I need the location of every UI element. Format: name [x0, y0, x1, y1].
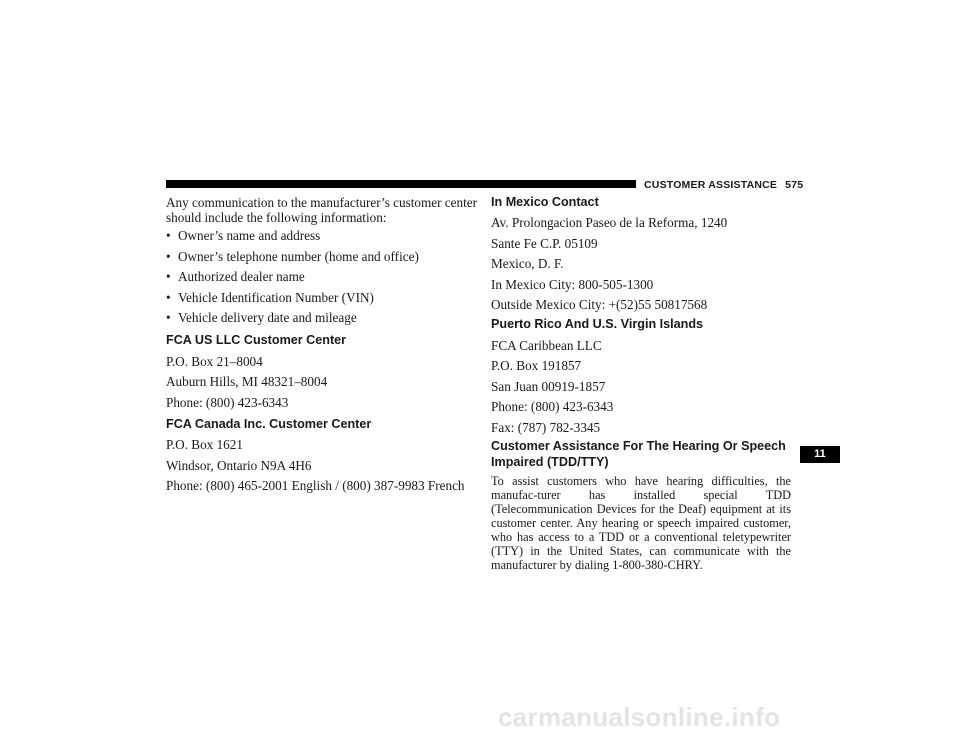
fca-canada-pobox: P.O. Box 1621	[166, 437, 243, 452]
tdd-heading-line1: Customer Assistance For The Hearing Or Speech	[491, 439, 786, 453]
bullet-icon: •	[166, 228, 171, 243]
intro-text-line2: should include the following information:	[166, 210, 387, 225]
list-item-text: Owner’s telephone number (home and office)	[178, 249, 419, 264]
list-item-text: Authorized dealer name	[178, 269, 305, 284]
mexico-heading: In Mexico Contact	[491, 195, 599, 209]
mexico-postal: Sante Fe C.P. 05109	[491, 236, 598, 251]
fca-canada-city: Windsor, Ontario N9A 4H6	[166, 458, 312, 473]
puerto-rico-phone: Phone: (800) 423-6343	[491, 399, 614, 414]
running-header	[644, 178, 803, 192]
chapter-tab: 11	[800, 446, 840, 463]
fca-us-city: Auburn Hills, MI 48321–8004	[166, 374, 328, 389]
page-number: 575	[785, 179, 804, 191]
mexico-city-line: Mexico, D. F.	[491, 256, 564, 271]
puerto-rico-city: San Juan 00919-1857	[491, 379, 606, 394]
tdd-heading-line2: Impaired (TDD/TTY)	[491, 455, 609, 469]
intro-text-line1: Any communication to the manufacturer’s customer center	[166, 195, 478, 210]
bullet-icon: •	[166, 269, 171, 284]
fca-us-phone: Phone: (800) 423-6343	[166, 395, 289, 410]
mexico-address: Av. Prolongacion Paseo de la Reforma, 1240	[491, 215, 728, 230]
list-item	[166, 289, 374, 306]
puerto-rico-heading: Puerto Rico And U.S. Virgin Islands	[491, 317, 704, 331]
puerto-rico-pobox: P.O. Box 191857	[491, 358, 582, 373]
puerto-rico-company: FCA Caribbean LLC	[491, 338, 602, 353]
mexico-outside-phone: Outside Mexico City: +(52)55 50817568	[491, 297, 708, 312]
section-title: CUSTOMER ASSISTANCE	[644, 179, 778, 191]
list-item	[166, 309, 357, 326]
list-item-text: Owner’s name and address	[178, 228, 321, 243]
list-item-text: Vehicle Identification Number (VIN)	[178, 290, 374, 305]
bullet-icon: •	[166, 310, 171, 325]
list-item	[166, 248, 419, 265]
mexico-city-phone: In Mexico City: 800-505-1300	[491, 277, 654, 292]
tdd-body: To assist customers who have hearing difficulties, the manufac-turer has installed special TDD (Telecommunication Devices for the Deaf) equipment at its customer center. Any hearing or speech impaired customer, who has access to a TDD or a conventional teletypewriter (TTY) in the United States, can communicate with the manufacturer by dialing 1-800-380-CHRY.	[491, 474, 791, 572]
list-item-text: Vehicle delivery date and mileage	[178, 310, 357, 325]
fca-canada-phone: Phone: (800) 465-2001 English / (800) 387-9983 French	[166, 478, 465, 493]
fca-canada-heading: FCA Canada Inc. Customer Center	[166, 417, 372, 431]
header-rule	[166, 180, 636, 188]
list-item	[166, 227, 320, 244]
fca-us-heading: FCA US LLC Customer Center	[166, 333, 347, 347]
list-item	[166, 268, 305, 285]
bullet-icon: •	[166, 249, 171, 264]
watermark: carmanualsonline.info	[498, 702, 781, 732]
bullet-icon: •	[166, 290, 171, 305]
puerto-rico-fax: Fax: (787) 782-3345	[491, 420, 601, 435]
fca-us-pobox: P.O. Box 21–8004	[166, 354, 263, 369]
